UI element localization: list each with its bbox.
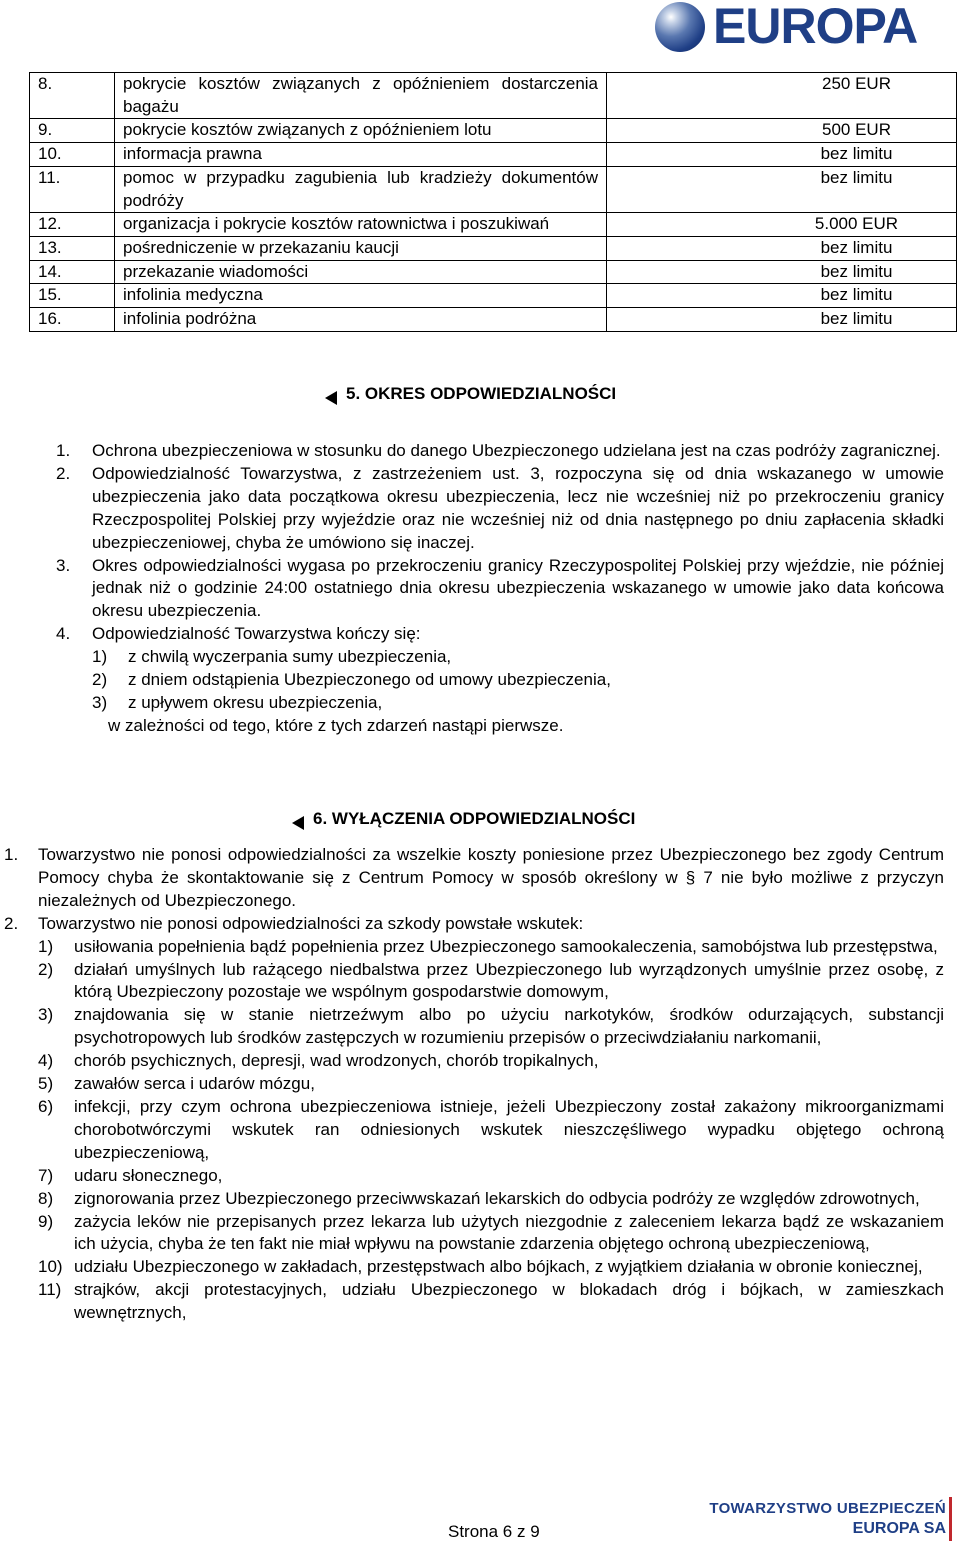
- arrow-icon: [325, 391, 337, 405]
- sub-list-item-text: z dniem odstąpienia Ubezpieczonego od umowy ubezpieczenia,: [128, 670, 611, 690]
- sub-list-item: [38, 1096, 944, 1165]
- sub-list-item-text: zażycia leków nie przepisanych przez lekarza lub użytych niezgodnie z zaleceniem lekarza bądź ze wskazaniem ich użycia, chyba że ten fakt nie miał wpływu na powstanie zdarzenia objętego ochroną ubezpieczeniową,: [74, 1211, 944, 1254]
- limits-desc: infolinia podróżna: [115, 308, 607, 332]
- list-item-number: 3.: [56, 555, 71, 575]
- footer-logo-line1: TOWARZYSTWO UBEZPIECZEŃ: [709, 1500, 946, 1517]
- list-item-text: Towarzystwo nie ponosi odpowiedzialności za wszelkie koszty poniesione przez Ubezpieczonego bez zgody Centrum Pomocy chyba że skontaktowanie się z Centrum Pomocy w sposób określony w § 7 nie było możliwe z przyczyn niezależnych od Ubezpieczonego.: [38, 845, 944, 910]
- limits-num: 10.: [30, 143, 115, 167]
- list-item: [56, 463, 944, 555]
- list-item-text: Odpowiedzialność Towarzystwa, z zastrzeżeniem ust. 3, rozpoczyna się od dnia wskazanego w umowie ubezpieczenia jako data początkowa okresu ubezpieczenia, lecz nie wcześniej niż po przekroczeniu granicy Rzeczpospolitej Polskiej przy wyjeździe oraz nie wcześniej niż od dnia następnego po dniu zapłacenia składki ubezpieczeniowej, chyba że umówiono się inaczej.: [92, 463, 944, 552]
- list-item-text: Odpowiedzialność Towarzystwa kończy się:: [92, 624, 421, 644]
- sub-list-item: [38, 1073, 944, 1096]
- limits-desc: informacja prawna: [115, 143, 607, 167]
- limits-amount: bez limitu: [607, 284, 957, 308]
- page-number: Strona 6 z 9: [448, 1522, 540, 1541]
- limits-desc: infolinia medyczna: [115, 284, 607, 308]
- limits-row: [30, 143, 957, 167]
- sub-list-item-number: 4): [38, 1051, 54, 1071]
- limits-num: 15.: [30, 284, 115, 308]
- sub-list-item: [92, 669, 944, 692]
- sub-list-item: [38, 1004, 944, 1050]
- limits-row: [30, 308, 957, 332]
- sub-list-item-text: z chwilą wyczerpania sumy ubezpieczenia,: [128, 647, 452, 667]
- logo-bar: [949, 1497, 952, 1541]
- sub-list-item-text: udaru słonecznego,: [74, 1165, 223, 1185]
- sub-list-item: [38, 1279, 944, 1325]
- sub-list-item-text: znajdowania się w stanie nietrzeźwym albo po użyciu narkotyków, środków odurzających, substancji psychotropowych lub środków zastępczych w rozumieniu przepisów o przeciwdziałaniu narkomanii,: [74, 1005, 944, 1048]
- sub-list-item-number: 1): [92, 647, 108, 667]
- list-item: [56, 555, 944, 624]
- limits-row: [30, 284, 957, 308]
- sub-list-item-number: 1): [38, 936, 54, 956]
- sub-list-item: [38, 1256, 944, 1279]
- sub-list-item-number: 5): [38, 1074, 54, 1094]
- limits-row: [30, 236, 957, 260]
- section-6-body: [4, 844, 944, 1325]
- limits-num: 14.: [30, 260, 115, 284]
- sub-list-item-number: 8): [38, 1188, 54, 1208]
- footer-logo-line2: EUROPA SA: [852, 1520, 946, 1537]
- sub-list-item-number: 6): [38, 1096, 54, 1116]
- limits-num: 9.: [30, 119, 115, 143]
- sub-list-item-number: 10): [38, 1257, 63, 1277]
- sub-list-item-text: strajków, akcji protestacyjnych, udziału Ubezpieczonego w blokadach dróg i bójkach, w zamieszkach wewnętrznych,: [74, 1280, 944, 1323]
- limits-amount: bez limitu: [607, 166, 957, 212]
- limits-amount: 500 EUR: [607, 119, 957, 143]
- sub-list-item-text: z upływem okresu ubezpieczenia,: [128, 692, 383, 712]
- sub-list-item-text: usiłowania popełnienia bądź popełnienia przez Ubezpieczonego samookaleczenia, samobójstwa lub przestępstwa,: [74, 936, 938, 956]
- limits-table: [29, 72, 957, 332]
- sub-list-item-number: 11): [38, 1280, 62, 1300]
- sub-list-item: [92, 646, 944, 669]
- limits-row: [30, 260, 957, 284]
- sub-list-item: [38, 1165, 944, 1188]
- sub-list-item: [38, 1211, 944, 1257]
- limits-desc: organizacja i pokrycie kosztów ratownictwa i poszukiwań: [115, 213, 607, 237]
- sub-list-item-text: chorób psychicznych, depresji, wad wrodzonych, chorób tropikalnych,: [74, 1051, 599, 1071]
- sub-list-item-text: infekcji, przy czym ochrona ubezpieczeniowa istnieje, jeżeli Ubezpieczony został zakażony mikroorganizmami chorobotwórczymi wskutek ran odniesionych wskutek nieszczęśliwego wypadku objętego ochroną ubezpieczeniową,: [74, 1096, 944, 1162]
- list-item: [56, 440, 944, 463]
- sub-list-item-number: 7): [38, 1165, 54, 1185]
- limits-row: [30, 119, 957, 143]
- sub-list-item-number: 2): [38, 959, 54, 979]
- list-item-number: 2.: [4, 913, 19, 933]
- limits-amount: 5.000 EUR: [607, 213, 957, 237]
- sub-list-item-number: 9): [38, 1211, 54, 1231]
- europa-logo: [655, 0, 955, 56]
- sub-list-item-text: działań umyślnych lub rażącego niedbalstwa przez Ubezpieczonego lub wyrządzonych umyślnie przez osobę, z którą Ubezpieczony pozostaje we wspólnym gospodarstwie domowym,: [74, 959, 944, 1002]
- list-item-text: Towarzystwo nie ponosi odpowiedzialności za szkody powstałe wskutek:: [38, 913, 584, 933]
- limits-amount: bez limitu: [607, 143, 957, 167]
- section-5-closing: w zależności od tego, które z tych zdarzeń nastąpi pierwsze.: [108, 715, 564, 735]
- list-item-text: Ochrona ubezpieczeniowa w stosunku do danego Ubezpieczonego udzielana jest na czas podróży zagranicznej.: [92, 441, 941, 460]
- limits-row: [30, 213, 957, 237]
- sub-list-item-text: zawałów serca i udarów mózgu,: [74, 1074, 315, 1094]
- list-item-number: 1.: [56, 441, 71, 460]
- section-5-heading: 5. OKRES ODPOWIEDZIALNOŚCI: [325, 384, 616, 405]
- limits-desc: przekazanie wiadomości: [115, 260, 607, 284]
- limits-num: 11.: [30, 166, 115, 212]
- sub-list-item-text: udziału Ubezpieczonego w zakładach, przestępstwach albo bójkach, z wyjątkiem działania w obronie koniecznej,: [74, 1257, 923, 1277]
- sub-list-item: [38, 1050, 944, 1073]
- limits-amount: 250 EUR: [607, 73, 957, 119]
- list-item: [4, 844, 944, 913]
- sub-list-item-number: 3): [38, 1005, 54, 1025]
- logo-wordmark: EUROPA: [713, 0, 918, 54]
- section-5-body: [56, 440, 944, 738]
- footer-logo: [709, 1500, 946, 1538]
- limits-desc: pomoc w przypadku zagubienia lub kradzieży dokumentów podróży: [115, 166, 607, 212]
- limits-num: 12.: [30, 213, 115, 237]
- section-6-heading: 6. WYŁĄCZENIA ODPOWIEDZIALNOŚCI: [292, 809, 635, 830]
- limits-row: [30, 73, 957, 119]
- list-item: [56, 623, 944, 646]
- limits-desc: pokrycie kosztów związanych z opóźnieniem dostarczenia bagażu: [115, 73, 607, 119]
- limits-num: 8.: [30, 73, 115, 119]
- sub-list-item-number: 2): [92, 670, 108, 690]
- limits-row: [30, 166, 957, 212]
- list-item-text: Okres odpowiedzialności wygasa po przekroczeniu granicy Rzeczypospolitej Polskiej przy wjeździe, nie później jednak niż o godzinie 24:00 ostatniego dnia okresu ubezpieczenia wskazanego w umowie jako data końcowa okresu ubezpieczenia.: [92, 555, 944, 621]
- sub-list-item: [38, 959, 944, 1005]
- arrow-icon: [292, 816, 304, 830]
- list-item-number: 1.: [4, 845, 19, 864]
- limits-desc: pokrycie kosztów związanych z opóźnieniem lotu: [115, 119, 607, 143]
- limits-num: 13.: [30, 236, 115, 260]
- limits-amount: bez limitu: [607, 236, 957, 260]
- sub-list-item-text: zignorowania przez Ubezpieczonego przeciwwskazań lekarskich do odbycia podróży ze względów zdrowotnych,: [74, 1188, 920, 1208]
- list-item-number: 4.: [56, 624, 71, 644]
- limits-amount: bez limitu: [607, 308, 957, 332]
- list-item-number: 2.: [56, 463, 71, 483]
- limits-desc: pośredniczenie w przekazaniu kaucji: [115, 236, 607, 260]
- sub-list-item: [38, 936, 944, 959]
- limits-num: 16.: [30, 308, 115, 332]
- limits-amount: bez limitu: [607, 260, 957, 284]
- globe-icon: [655, 2, 705, 52]
- sub-list-item-number: 3): [92, 692, 108, 712]
- list-item: [4, 913, 944, 936]
- sub-list-item: [38, 1188, 944, 1211]
- sub-list-item: [92, 692, 944, 715]
